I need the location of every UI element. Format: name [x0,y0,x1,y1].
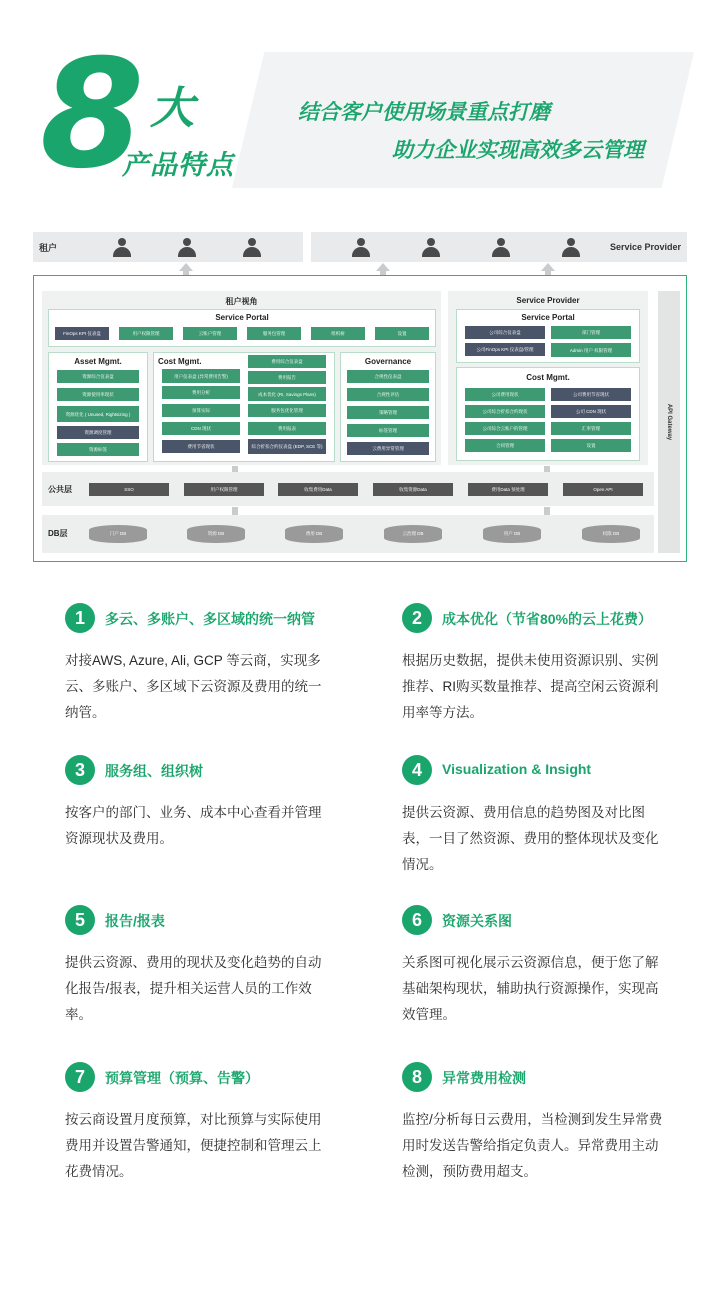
cost-item: 成本优化 (RI, Savings Plans) [248,387,326,401]
system-boundary [33,275,687,562]
common-item: 收集资源Data [373,483,453,496]
tenant-label: 租户 [39,242,58,253]
db-cylinder: 费用 DB [285,525,343,543]
feature-description: 监控/分析每日云费用，当检测到发生异常费用时发送告警给指定负责人。异常费用主动检测，预防费用超支。 [402,1112,663,1179]
cost-item: 服务包优化管理 [248,404,326,417]
governance-item: 合规性仪表盘 [347,370,429,383]
cost-item: 费用报表 [248,422,326,435]
cost-item: 费用节省现状 [162,440,240,453]
big-number-eight: 8 [40,28,145,202]
tenant-view-panel [42,291,441,465]
cost-item: 费用分析 [162,386,240,399]
cost-mgmt-title: Cost Mgmt. [158,357,202,366]
feature-title: 预算管理（预算、告警） [105,1070,259,1086]
header-da: 大 [150,83,194,134]
feature-title: 异常费用检测 [442,1070,526,1086]
slogan-line-1: 结合客户使用场景重点打磨 [298,100,550,124]
cost-item: CDN 现状 [162,422,240,435]
db-layer [42,515,654,553]
portal-item: 组织树 [311,327,365,340]
arrow-shaft [544,507,550,515]
sp-cost-item: 公司费用现状 [465,388,545,401]
feature-title: 多云、多账户、多区域的统一纳管 [105,611,315,627]
cost-item: 用户仪表盘 (异常费用告警) [162,369,240,383]
db-cylinder: 云治理 DB [384,525,442,543]
feature-description: 对接AWS, Azure, Ali, GCP 等云商，实现多云、多账户、多区域下云资源及费用的统一纳管。 [65,653,322,720]
feature-number-badge: 5 [65,905,95,935]
cost-item: 费用报告 [248,371,326,384]
sp-portal-item: 公司综合仪表盘 [465,326,545,339]
portal-item: 服务包管理 [247,327,301,340]
feature-number-badge: 7 [65,1062,95,1092]
asset-item: 资源优化 ( Unused, Rightsizing ) [57,406,139,422]
common-item: SSO [89,483,169,496]
portal-item: 云账户管理 [183,327,237,340]
service-provider-label: Service Provider [609,242,681,252]
architecture-diagram [33,232,687,562]
feature-title: 报告/报表 [105,913,165,929]
db-cylinder: 用户 DB [483,525,541,543]
sp-cost-item: 合同管理 [465,439,545,452]
user-icon [422,238,440,257]
user-icon [178,238,196,257]
feature-title: Visualization & Insight [442,761,592,777]
governance-item: 合规性评估 [347,388,429,401]
asset-mgmt-box [48,352,148,462]
sp-cost-title: Cost Mgmt. [526,373,570,382]
common-item: 费用Data 预处理 [468,483,548,496]
db-cylinder: 权限 DB [582,525,640,543]
governance-item: 标签管理 [347,424,429,437]
asset-item: 资源标签 [57,443,139,456]
cost-item: 预算实际 [162,404,240,417]
tenant-view-title: 租户视角 [225,297,258,306]
sp-portal-box [456,309,640,363]
user-icon [243,238,261,257]
sp-cost-item: 公司费用节省现状 [551,388,631,401]
arrow-shaft [232,507,238,515]
feature-number-badge: 8 [402,1062,432,1092]
asset-item: 资源综合仪表盘 [57,370,139,383]
cost-mgmt-box [153,352,335,462]
common-item: 用户权限管理 [184,483,264,496]
portal-item: FinOps KPI 仪表盘 [55,327,109,340]
sp-cost-item: 汇率管理 [551,422,631,435]
header-subtitle: 产品特点 [122,150,234,181]
asset-item: 资源调度管理 [57,426,139,439]
sp-view-title: Service Provider [516,296,580,305]
feature-number-badge: 4 [402,755,432,785]
common-item: Open API [563,483,643,496]
service-portal-box [48,309,436,347]
sp-portal-title: Service Portal [521,313,575,322]
feature-description: 关系图可视化展示云资源信息，便于您了解基础架构现状，辅助执行资源操作，实现高效管理。 [402,955,659,1022]
feature-description: 根据历史数据，提供未使用资源识别、实例推荐、RI购买数量推荐、提高空闲云资源利用率等方法。 [402,653,659,720]
feature-description: 按客户的部门、业务、成本中心查看并管理资源现状及费用。 [65,805,322,846]
db-cylinder: 资源 DB [187,525,245,543]
api-gateway-label: API Gateway [666,403,672,441]
governance-item: 策略管理 [347,406,429,419]
feature-number-badge: 1 [65,603,95,633]
sp-portal-item: 公司FinOps KPI 仪表盘/管理 [465,343,545,356]
common-layer [42,472,654,506]
tenant-bar [33,232,303,262]
cost-item: 费用综合仪表盘 [248,355,326,368]
api-gateway-bar [658,291,680,553]
common-layer-label: 公共层 [48,485,72,494]
cost-item: 综合折扣合约仪表盘 (EDP, SCE 等) [248,439,326,454]
portal-item: 用户权限管理 [119,327,173,340]
asset-mgmt-title: Asset Mgmt. [74,357,122,366]
slogan-line-2: 助力企业实现高效多云管理 [392,138,644,162]
service-portal-title: Service Portal [215,313,269,322]
governance-box [340,352,436,462]
governance-title: Governance [364,357,412,366]
feature-title: 资源关系图 [442,913,512,929]
asset-item: 资源使用率现状 [57,388,139,401]
db-layer-label: DB层 [48,529,68,538]
feature-number-badge: 6 [402,905,432,935]
sp-cost-item: 公司 CDN 现状 [551,405,631,418]
common-item: 收集费用Data [278,483,358,496]
user-icon [562,238,580,257]
feature-description: 按云商设置月度预算，对比预算与实际使用费用并设置告警通知，便捷控制和管理云上花费情况。 [65,1112,322,1179]
user-icon [352,238,370,257]
sp-view-panel [448,291,648,465]
feature-number-badge: 3 [65,755,95,785]
feature-description: 提供云资源、费用信息的趋势图及对比图表，一目了然资源、费用的整体现状及变化情况。 [402,805,659,872]
feature-description: 提供云资源、费用的现状及变化趋势的自动化报告/报表，提升相关运营人员的工作效率。 [65,955,322,1022]
sp-cost-item: 公司综合折扣合约现状 [465,405,545,418]
user-icon [492,238,510,257]
feature-title: 服务组、组织树 [105,763,203,779]
header-banner [0,0,720,215]
user-icon [113,238,131,257]
db-cylinder: 门户 DB [89,525,147,543]
sp-portal-item: 部门管理 [551,326,631,339]
sp-cost-box [456,367,640,461]
sp-cost-item: 公司综合云账户的管理 [465,422,545,435]
feature-title: 成本优化（节省80%的云上花费） [442,611,653,627]
sp-cost-item: 设置 [551,439,631,452]
sp-portal-item: Admin 用户 权限管理 [551,343,631,357]
portal-item: 设置 [375,327,429,340]
governance-item: 云费用异常管理 [347,442,429,455]
feature-number-badge: 2 [402,603,432,633]
